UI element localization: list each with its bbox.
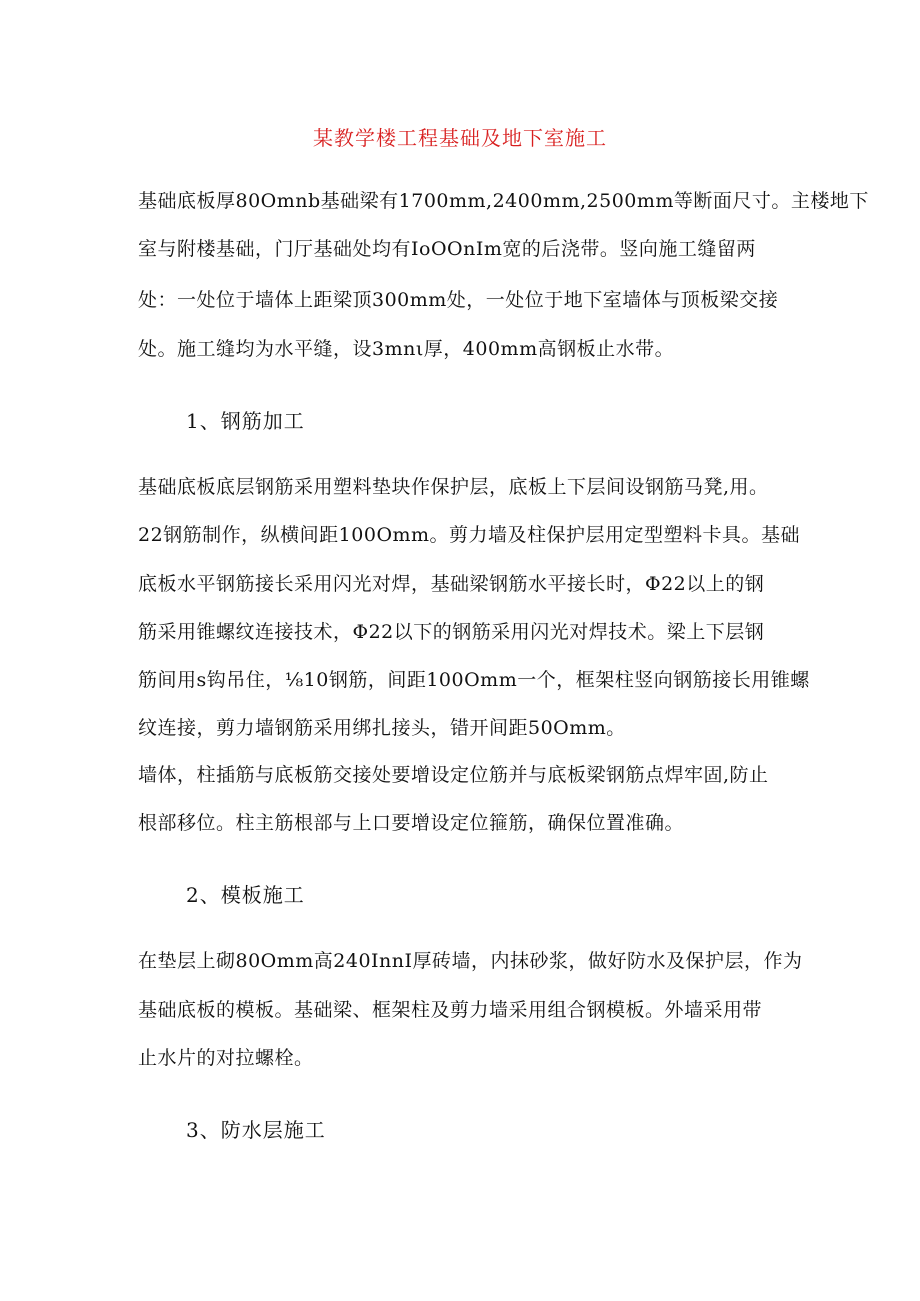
intro-line-3: 处：一处位于墙体上距梁顶300mm处，一处位于地下室墙体与顶板梁交接 xyxy=(138,289,779,311)
rebar-line-1: 基础底板底层钢筋采用塑料垫块作保护层，底板上下层间设钢筋马凳,用。 xyxy=(138,476,769,498)
document-title: 某教学楼工程基础及地下室施工 xyxy=(313,126,607,150)
section-heading-waterproofing: 3、防水层施工 xyxy=(186,1118,326,1142)
intro-line-2: 室与附楼基础，门厅基础处均有IoOOnIm宽的后浇带。竖向施工缝留两 xyxy=(138,238,756,260)
rebar-line-5: 筋间用s钩吊住，⅛10钢筋，间距100Omm一个，框架柱竖向钢筋接长用锥螺 xyxy=(138,669,810,691)
intro-line-4: 处。施工缝均为水平缝，设3mnι厚，400mm高钢板止水带。 xyxy=(138,338,675,360)
rebar-line-2: 22钢筋制作，纵横间距100Omm。剪力墙及柱保护层用定型塑料卡具。基础 xyxy=(138,524,801,546)
rebar-line-4: 筋采用锥螺纹连接技术，Φ22以下的钢筋采用闪光对焊技术。梁上下层钢 xyxy=(138,621,765,643)
rebar-line-7: 墙体，柱插筋与底板筋交接处要增设定位筋并与底板梁钢筋点焊牢固,防止 xyxy=(138,764,769,786)
section-heading-formwork: 2、模板施工 xyxy=(186,883,305,907)
section-heading-rebar: 1、钢筋加工 xyxy=(186,409,305,433)
formwork-line-2: 基础底板的模板。基础梁、框架柱及剪力墙采用组合钢模板。外墙采用带 xyxy=(138,999,763,1021)
rebar-line-6: 纹连接，剪力墙钢筋采用绑扎接头，错开间距50Omm。 xyxy=(138,717,626,739)
rebar-line-3: 底板水平钢筋接长采用闪光对焊，基础梁钢筋水平接长时，Φ22以上的钢 xyxy=(138,573,765,595)
rebar-line-8: 根部移位。柱主筋根部与上口要增设定位箍筋，确保位置准确。 xyxy=(138,812,685,834)
intro-line-1: 基础底板厚80Omnb基础梁有1700mm,2400mm,2500mm等断面尺寸。主楼地下 xyxy=(138,190,869,212)
formwork-line-3: 止水片的对拉螺栓。 xyxy=(138,1047,314,1069)
formwork-line-1: 在垫层上砌80Omm高240InnI厚砖墙，内抹砂浆，做好防水及保护层，作为 xyxy=(138,950,803,972)
